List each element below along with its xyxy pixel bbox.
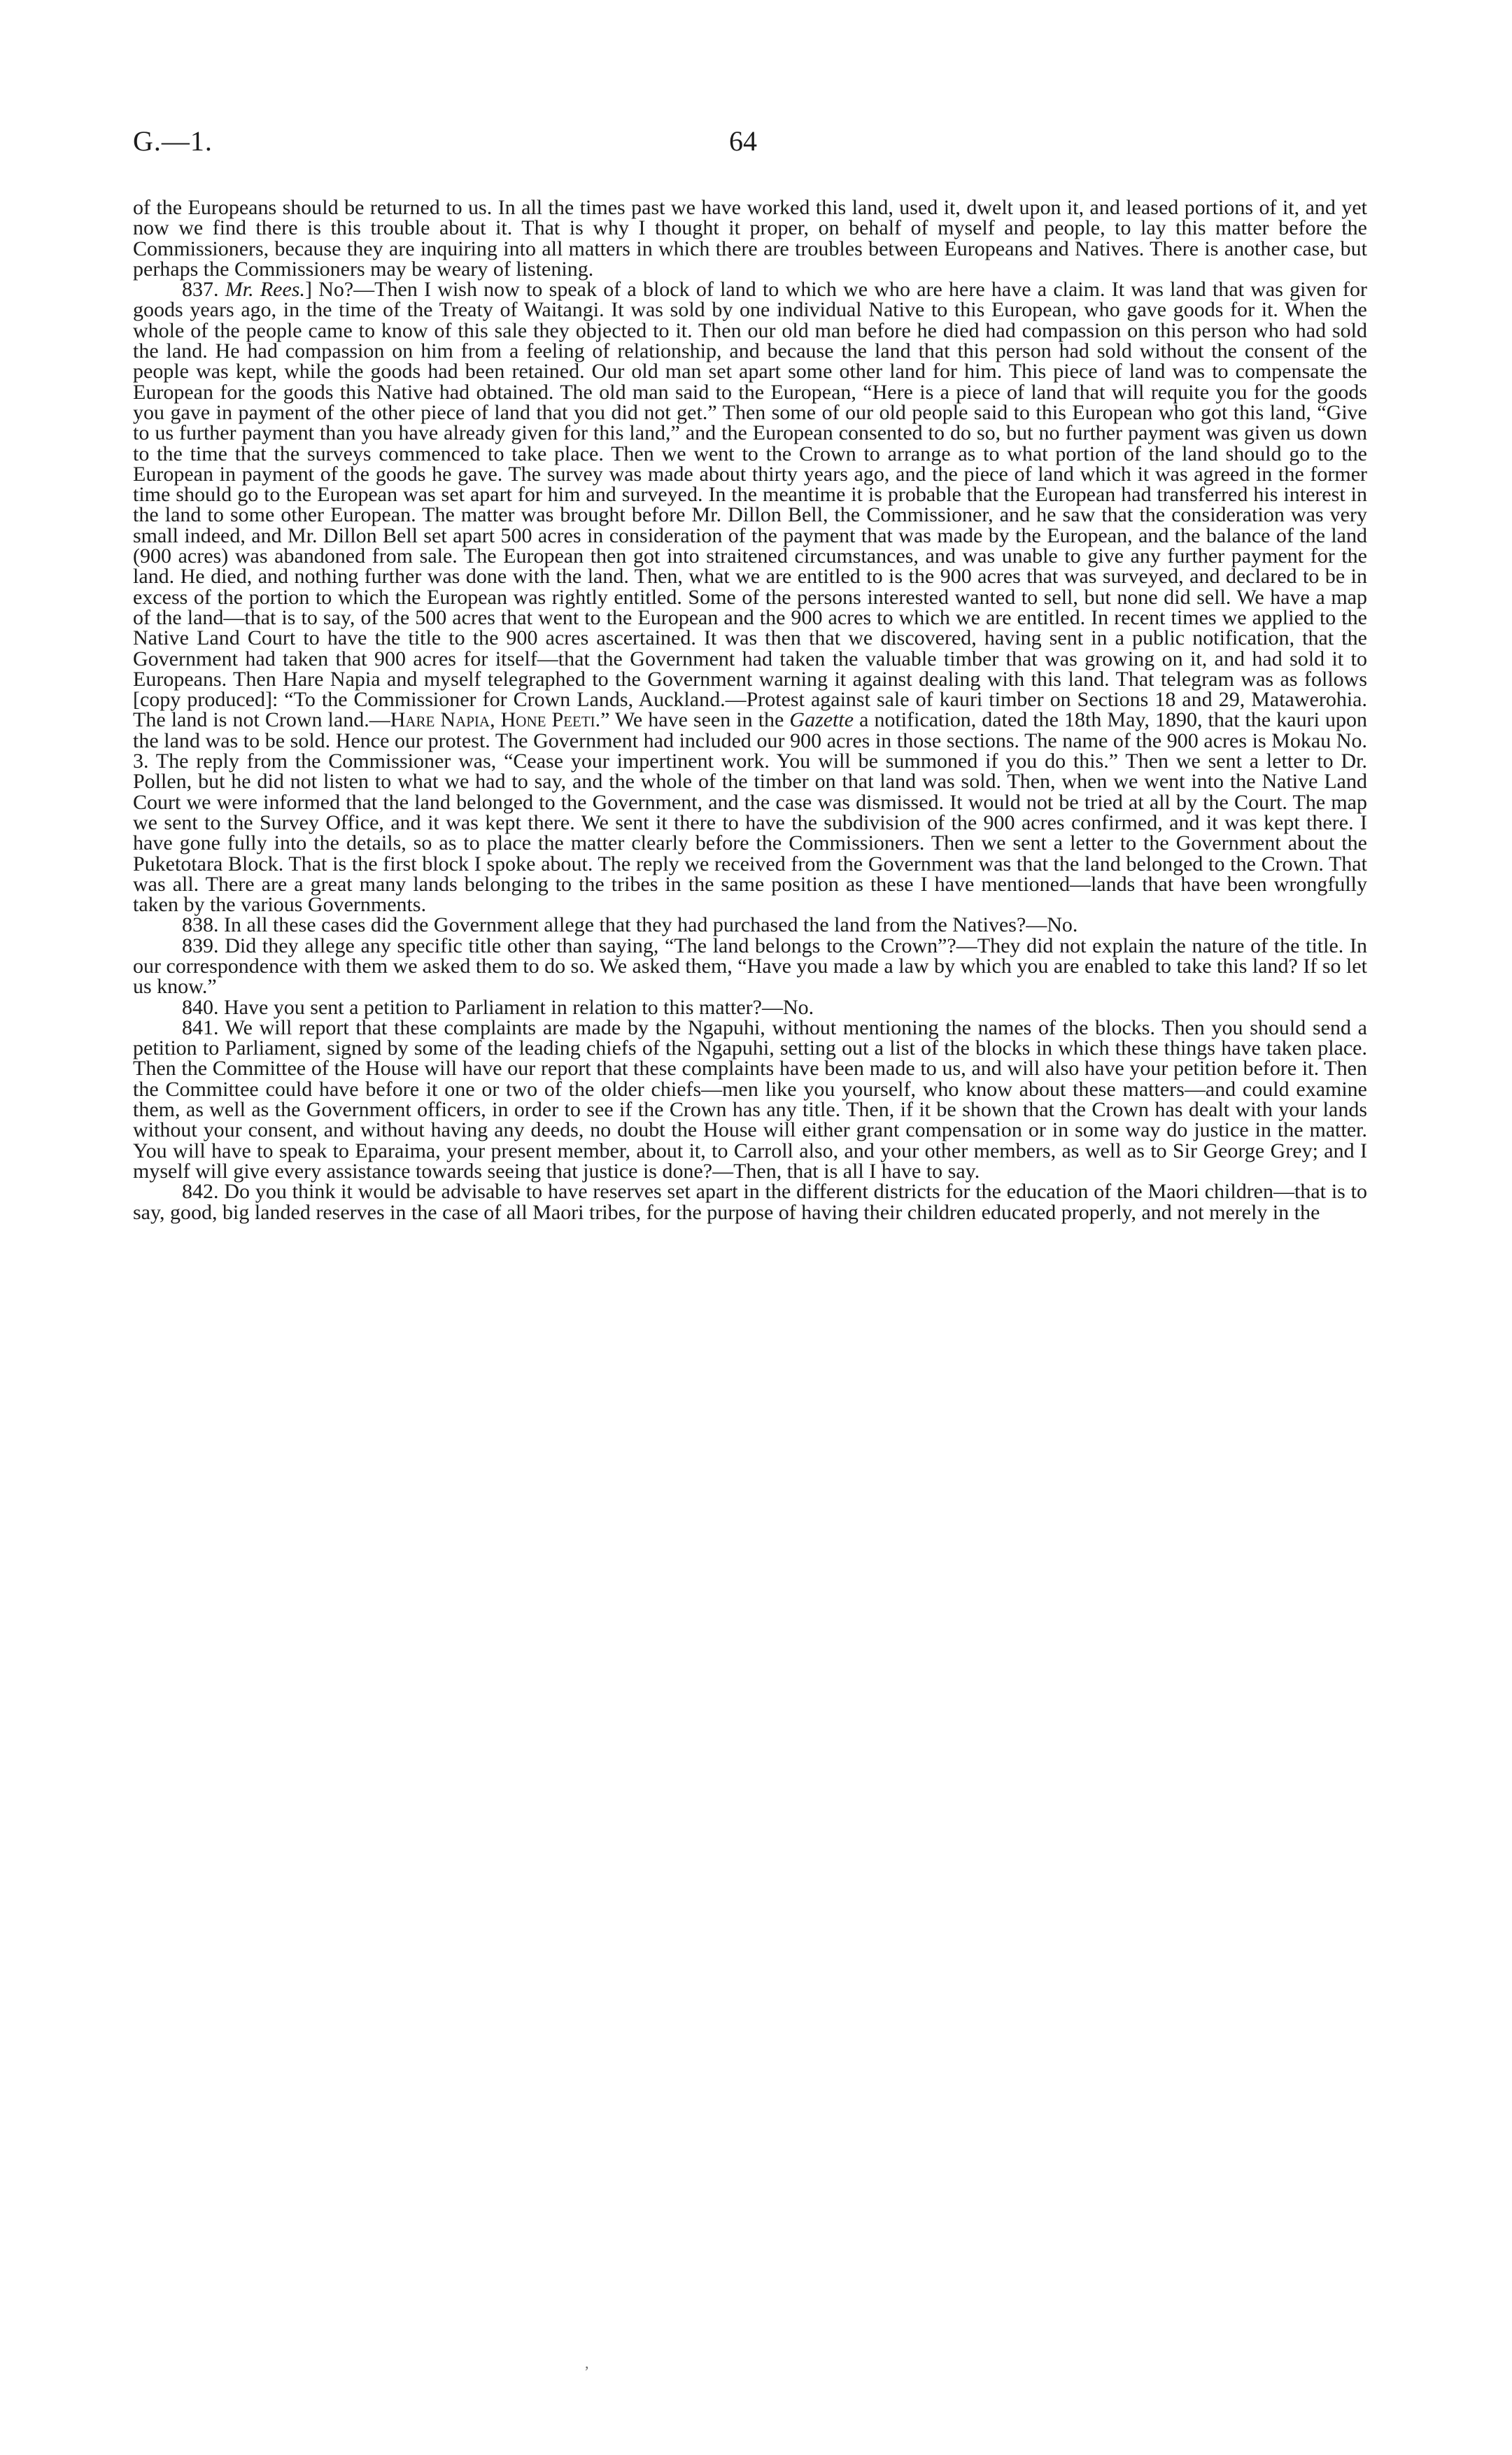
document-body <box>133 197 1367 1223</box>
text-run: 841. We will report that these complaints are made by the Ngapuhi, without mentioning the names of the blocks. Then you should send a petition to Parliament, signed by some of the leading chiefs of the Ngapuhi, setting out a list of the blocks in which these things have taken place. Then the Committee of the House will have our report that these complaints have been made to us, and will also have your petition before it. Then the Committee could have before it one or two of the older chiefs—men like you yourself, who know about these matters—and could examine them, as well as the Government officers, in order to see if the Crown has any title. Then, if it be shown that the Crown has dealt with your lands without your consent, and without having any deeds, no doubt the House will either grant compensation or in some way do justice in the matter. You will have to speak to Eparaima, your present member, about it, to Carroll also, and your other members, as well as to Sir George Grey; and I myself will give every assistance towards seeing that justice is done?—Then, that is all I have to say. <box>133 1015 1367 1183</box>
paragraph <box>133 197 1367 279</box>
page-number: 64 <box>729 125 757 157</box>
paragraph <box>133 915 1367 935</box>
italic-text: Mr. Rees. <box>225 278 305 302</box>
paragraph <box>133 997 1367 1018</box>
text-run: 837. <box>182 278 225 302</box>
text-run: of the Europeans should be returned to us. In all the times past we have worked this land, used it, dwelt upon it, and leased portions of it, and yet now we find there is this trouble about it. That is why I thought it proper, on behalf of myself and people, to lay this matter before the Commissioners, because they are inquiring into all matters in which there are troubles between Europeans and Natives. There is another case, but perhaps the Commissioners may be weary of listening. <box>133 196 1367 281</box>
document-reference: G.—1. <box>133 125 213 157</box>
italic-text: Gazette <box>789 708 854 732</box>
text-run: 839. Did they allege any specific title other than saying, “The land belongs to the Crown”?—They did not explain the nature of the title. In our correspondence with them we asked them to do so. We asked them, “Have you made a law by which you are enabled to take this land? If so let us know.” <box>133 934 1367 999</box>
smallcaps-text: Hare Napia, Hone Peeti <box>390 708 595 732</box>
text-run: 838. In all these cases did the Government allege that they had purchased the land from the Natives?—No. <box>182 913 1078 937</box>
paragraph <box>133 936 1367 997</box>
text-run: .” We have seen in the <box>595 708 790 732</box>
paragraph <box>133 1015 1367 1183</box>
page-header <box>133 125 1385 167</box>
text-run: ] No?—Then I wish now to speak of a block of land to which we who are here have a claim. It was land that was given for goods years ago, in the time of the Treaty of Waitangi. It was sold by one individual Native to this European, who gave goods for it. When the whole of the people came to know of this sale they objected to it. Then our old man before he died had compassion on this person who had sold the land. He had compassion on him from a feeling of relationship, and because the land that this person had sold without the consent of the people was kept, while the goods had been retained. Our old man set apart some other land for him. This piece of land was to compensate the European for the goods this Native had obtained. The old man said to the European, “Here is a piece of land that will requite you for the goods you gave in payment of the other piece of land that you did not get.” Then some of our old people said to this European who got this land, “Give to us further payment than you have already given for this land,” and the European consented to do so, but no further payment was given us down to the time that the surveys commenced to take place. Then we went to the Crown to arrange as to what portion of the land should go to the European in payment of the goods he gave. The survey was made about thirty years ago, and the piece of land which it was agreed in the former time should go to the European was set apart for him and surveyed. In the meantime it is probable that the European had transferred his interest in the land to some other European. The matter was brought before Mr. Dillon Bell, the Commissioner, and he saw that the consideration was very small indeed, and Mr. Dillon Bell set apart 500 acres in consideration of the payment that was made by the European, and the balance of the land (900 acres) was abandoned from sale. The European then got into straitened circumstances, and was unable to give any further payment for the land. He died, and nothing further was done with the land. Then, what we are entitled to is the 900 acres that was surveyed, and declared to be in excess of the portion to which the European was rightly entitled. Some of the persons interested wanted to sell, but none did sell. We have a map of the land—that is to say, of the 500 acres that went to the European and the 900 acres to which we are entitled. In recent times we applied to the Native Land Court to have the title to the 900 acres ascertained. It was then that we discovered, having sent in a public notification, that the Government had taken that 900 acres for itself—that the Government had taken the valuable timber that was growing on it, and had sold it to Europeans. Then Hare Napia and myself telegraphed to the Government warning it against dealing with this land. That telegram was as follows [copy produced]: “To the Commissioner for Crown Lands, Auckland.—Protest against sale of kauri timber on Sections 18 and 29, Matawerohia. The land is not Crown land.— <box>133 278 1368 732</box>
text-run: 842. Do you think it would be advisable to have reserves set apart in the different districts for the education of the Maori children—that is to say, good, big landed reserves in the case of all Maori tribes, for the purpose of having their children educated properly, and not merely in the <box>133 1180 1367 1224</box>
paragraph <box>133 279 1367 915</box>
text-run: 840. Have you sent a petition to Parliament in relation to this matter?—No. <box>182 995 814 1019</box>
text-run: a notification, dated the 18th May, 1890, that the kauri upon the land was to be sold. Hence our protest. The Government had included our 900 acres in those sections. The name of the 900 acres is Mokau No. 3. The reply from the Commissioner was, “Cease your impertinent work. You will be summoned if you do this.” Then we sent a letter to Dr. Pollen, but he did not listen to what we had to say, and the whole of the timber on that land was sold. Then, when we went into the Native Land Court we were informed that the land belonged to the Government, and the case was dismissed. It would not be tried at all by the Court. The map we sent to the Survey Office, and it was kept there. We sent it there to have the subdivision of the 900 acres confirmed, and it was kept there. I have gone fully into the details, so as to place the matter clearly before the Commissioners. Then we sent a letter to the Government about the Puketotara Block. That is the first block I spoke about. The reply we received from the Government was that the land belonged to the Crown. That was all. There are a great many lands belonging to the tribes in the same position as these I have mentioned—lands that have been wrongfully taken by the various Governments. <box>133 708 1367 917</box>
paragraph <box>133 1181 1367 1223</box>
print-speck: , <box>585 2354 589 2372</box>
